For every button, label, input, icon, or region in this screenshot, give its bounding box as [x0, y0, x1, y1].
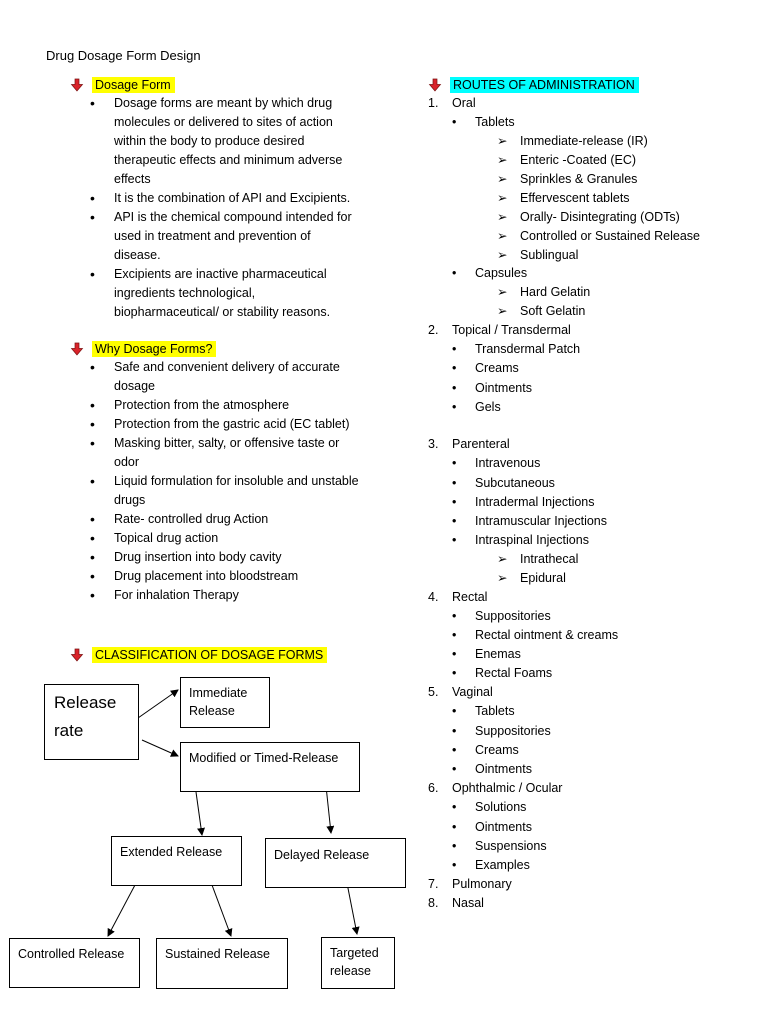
bullet-dot-icon: • [452, 476, 457, 490]
sustained-release-box: Sustained Release [156, 938, 288, 989]
list-item: Rectal Foams [475, 666, 553, 680]
bullet-dot-icon: • [452, 647, 457, 661]
route-name: Parenteral [452, 437, 510, 451]
arrowhead-bullet-icon: ➢ [497, 571, 508, 585]
route-name: Oral [452, 96, 476, 110]
bullet-dot-icon: • [452, 456, 457, 470]
list-item: Enteric -Coated (EC) [520, 153, 637, 167]
list-item: Sprinkles & Granules [520, 172, 638, 186]
list-item: Suspensions [475, 839, 547, 853]
list-item: Intravenous [475, 456, 541, 470]
arrow-marker-icon [70, 342, 84, 356]
route-number: 1. [428, 96, 439, 110]
bullet-dot-icon: • [452, 800, 457, 814]
list-item: • It is the combination of API and Excipients. [90, 189, 360, 208]
list-item: Controlled or Sustained Release [520, 229, 700, 243]
arrowhead-bullet-icon: ➢ [497, 153, 508, 167]
delayed-release-box: Delayed Release [265, 838, 406, 888]
list-item: Tablets [475, 115, 515, 129]
classification-heading-label: CLASSIFICATION OF DOSAGE FORMS [92, 647, 327, 663]
list-item: • Safe and convenient delivery of accurate dosage [90, 358, 360, 396]
list-item: Intraspinal Injections [475, 533, 589, 547]
arrow-marker-icon [70, 78, 84, 92]
list-item: Solutions [475, 800, 527, 814]
list-item: • Protection from the atmosphere [90, 396, 360, 415]
arrowhead-bullet-icon: ➢ [497, 229, 508, 243]
list-item: Creams [475, 361, 519, 375]
routes-heading-label: ROUTES OF ADMINISTRATION [450, 77, 639, 93]
bullet-dot-icon: • [452, 858, 457, 872]
bullet-dot-icon: • [452, 361, 457, 375]
dosage-form-heading-label: Dosage Form [92, 77, 175, 93]
bullet-dot-icon: • [452, 704, 457, 718]
list-item: Suppositories [475, 609, 551, 623]
bullet-dot-icon: • [452, 820, 457, 834]
immediate-release-box: Immediate Release [180, 677, 270, 728]
bullet-dot-icon: • [452, 495, 457, 509]
bullet-dot-icon: • [452, 839, 457, 853]
dosage-form-list [90, 94, 360, 322]
list-item: Orally- Disintegrating (ODTs) [520, 210, 680, 224]
list-item: Rectal ointment & creams [475, 628, 619, 642]
arrowhead-bullet-icon: ➢ [497, 552, 508, 566]
route-number: 2. [428, 323, 439, 337]
route-name: Rectal [452, 590, 488, 604]
route-number: 5. [428, 685, 439, 699]
list-item: • Protection from the gastric acid (EC tablet) [90, 415, 360, 434]
bullet-dot-icon: • [452, 724, 457, 738]
route-name: Nasal [452, 896, 484, 910]
list-item: • Masking bitter, salty, or offensive taste or odor [90, 434, 360, 472]
bullet-dot-icon: • [452, 628, 457, 642]
list-item: Ointments [475, 381, 532, 395]
arrowhead-bullet-icon: ➢ [497, 134, 508, 148]
bullet-dot-icon: • [452, 762, 457, 776]
arrow-to-controlled [108, 885, 135, 936]
section-dosage-form-heading [70, 76, 175, 94]
list-item: Capsules [475, 266, 528, 280]
list-item: Tablets [475, 704, 515, 718]
bullet-dot-icon: • [452, 533, 457, 547]
list-item: Intramuscular Injections [475, 514, 608, 528]
bullet-dot-icon: • [452, 666, 457, 680]
route-number: 4. [428, 590, 439, 604]
section-classification-heading [70, 646, 327, 664]
arrow-to-delayed [326, 786, 331, 833]
bullet-dot-icon: • [452, 609, 457, 623]
list-item: Intradermal Injections [475, 495, 595, 509]
route-number: 6. [428, 781, 439, 795]
route-number: 3. [428, 437, 439, 451]
why-list [90, 358, 360, 605]
section-why-heading [70, 340, 216, 358]
controlled-release-box: Controlled Release [9, 938, 140, 988]
list-item: Sublingual [520, 248, 579, 262]
list-item: Examples [475, 858, 530, 872]
list-item: Subcutaneous [475, 476, 555, 490]
arrow-to-modified [142, 740, 178, 756]
list-item: Intrathecal [520, 552, 579, 566]
arrow-to-sustained [212, 885, 231, 936]
list-item: • Rate- controlled drug Action [90, 510, 360, 529]
list-item: Enemas [475, 647, 521, 661]
arrowhead-bullet-icon: ➢ [497, 210, 508, 224]
list-item: • API is the chemical compound intended for used in treatment and prevention of disease. [90, 208, 360, 265]
release-rate-box: Release rate [44, 684, 139, 760]
section-routes-heading [428, 76, 639, 94]
targeted-release-box: Targeted release [321, 937, 395, 989]
list-item: Transdermal Patch [475, 342, 581, 356]
list-item: Creams [475, 743, 519, 757]
bullet-dot-icon: • [452, 381, 457, 395]
bullet-dot-icon: • [452, 115, 457, 129]
document-title: Drug Dosage Form Design [46, 48, 201, 63]
list-item: • Liquid formulation for insoluble and unstable drugs [90, 472, 360, 510]
list-item: • For inhalation Therapy [90, 586, 360, 605]
arrow-to-extended [196, 792, 202, 835]
list-item: Suppositories [475, 724, 551, 738]
list-item: • Drug placement into bloodstream [90, 567, 360, 586]
list-item: • Topical drug action [90, 529, 360, 548]
list-item: • Drug insertion into body cavity [90, 548, 360, 567]
list-item: Effervescent tablets [520, 191, 630, 205]
why-heading-label: Why Dosage Forms? [92, 341, 216, 357]
bullet-dot-icon: • [452, 342, 457, 356]
extended-release-box: Extended Release [111, 836, 242, 886]
list-item: Soft Gelatin [520, 304, 586, 318]
route-name: Ophthalmic / Ocular [452, 781, 563, 795]
arrow-to-immediate [138, 690, 178, 718]
list-item: Ointments [475, 820, 532, 834]
modified-release-box: Modified or Timed-Release [180, 742, 360, 792]
arrowhead-bullet-icon: ➢ [497, 248, 508, 262]
arrowhead-bullet-icon: ➢ [497, 191, 508, 205]
list-item: Gels [475, 400, 501, 414]
list-item: Hard Gelatin [520, 285, 591, 299]
route-name: Pulmonary [452, 877, 512, 891]
bullet-dot-icon: • [452, 400, 457, 414]
list-item: Epidural [520, 571, 566, 585]
list-item: Immediate-release (IR) [520, 134, 648, 148]
bullet-dot-icon: • [452, 514, 457, 528]
route-number: 8. [428, 896, 439, 910]
list-item: • Excipients are inactive pharmaceutical ingredients technological, biopharmaceutical/ or stability reasons. [90, 265, 360, 322]
bullet-dot-icon: • [452, 266, 457, 280]
route-number: 7. [428, 877, 439, 891]
arrowhead-bullet-icon: ➢ [497, 172, 508, 186]
arrow-marker-icon [70, 648, 84, 662]
arrowhead-bullet-icon: ➢ [497, 304, 508, 318]
list-item: Ointments [475, 762, 532, 776]
bullet-dot-icon: • [452, 743, 457, 757]
route-name: Topical / Transdermal [452, 323, 571, 337]
list-item: • Dosage forms are meant by which drug molecules or delivered to sites of action within the body to produce desired therapeutic effects and minimum adverse effects [90, 94, 360, 189]
route-name: Vaginal [452, 685, 493, 699]
arrowhead-bullet-icon: ➢ [497, 285, 508, 299]
arrow-marker-icon [428, 78, 442, 92]
